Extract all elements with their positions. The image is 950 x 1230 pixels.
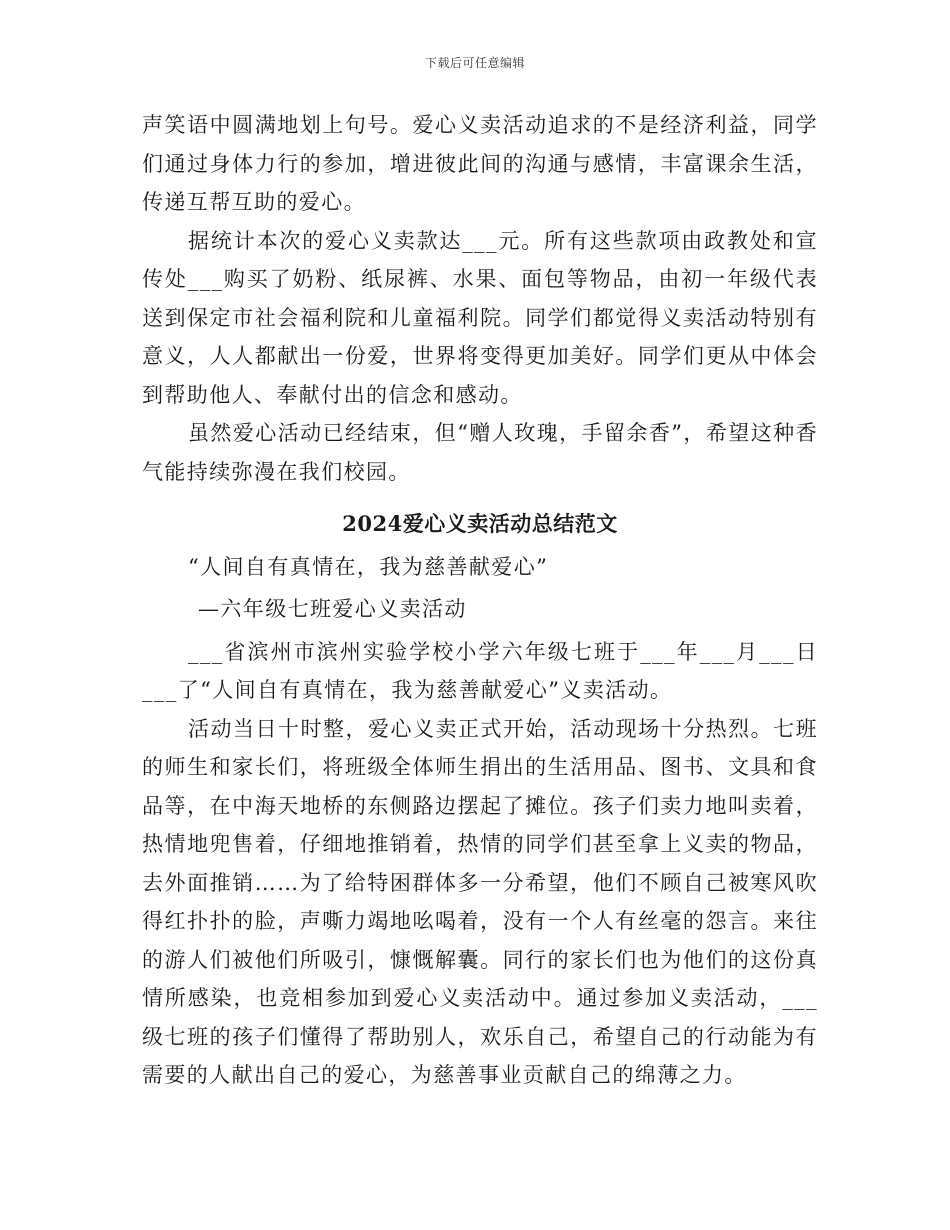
paragraph-event-intro: ___省滨州市滨州实验学校小学六年级七班于___年___月___日___了“人间自有真情在，我为慈善献爱心”义卖活动。 xyxy=(142,639,818,702)
paragraph-event-detail: 活动当日十时整，爱心义卖正式开始，活动现场十分热烈。七班的师生和家长们，将班级全体师生捐出的生活用品、图书、文具和食品等，在中海天地桥的东侧路边摆起了摊位。孩子们卖力地叫卖着，热情地兜售着，仔细地推销着，热情的同学们甚至拿上义卖的物品，去外面推销……为了给特困群体多一分希望，他们不顾自己被寒风吹得红扑扑的脸，声嘶力竭地吆喝着，没有一个人有丝毫的怨言。来往的游人们被他们所吸引，慷慨解囊。同行的家长们也为他们的这份真情所感染，也竞相参加到爱心义卖活动中。通过参加义卖活动，___级七班的孩子们懂得了帮助别人，欢乐自己，希望自己的行动能为有需要的人献出自己的爱心，为慈善事业贡献自己的绵薄之力。 xyxy=(142,716,818,1087)
paragraph-closing: 虽然爱心活动已经结束，但“赠人玫瑰，手留余香”，希望这种香气能持续弥漫在我们校园。 xyxy=(142,421,818,484)
document-body xyxy=(142,106,818,1095)
paragraph-donation-total: 据统计本次的爱心义卖款达___元。所有这些款项由政教处和宣传处___购买了奶粉、纸尿裤、水果、面包等物品，由初一年级代表送到保定市社会福利院和儿童福利院。同学们都觉得义卖活动特别有意义，人人都献出一份爱，世界将变得更加美好。同学们更从中体会到帮助他人、奉献付出的信念和感动。 xyxy=(142,228,818,407)
paragraph-continuation: 声笑语中圆满地划上句号。爱心义卖活动追求的不是经济利益，同学们通过身体力行的参加，增进彼此间的沟通与感情，丰富课余生活，传递互帮互助的爱心。 xyxy=(142,113,818,214)
page-header: 下载后可任意编辑 xyxy=(424,56,525,70)
section-title: 2024爱心义卖活动总结范文 xyxy=(342,511,618,536)
section-subtitle: —六年级七班爱心义卖活动 xyxy=(198,597,467,621)
section-quote: “人间自有真情在，我为慈善献爱心” xyxy=(188,554,549,579)
